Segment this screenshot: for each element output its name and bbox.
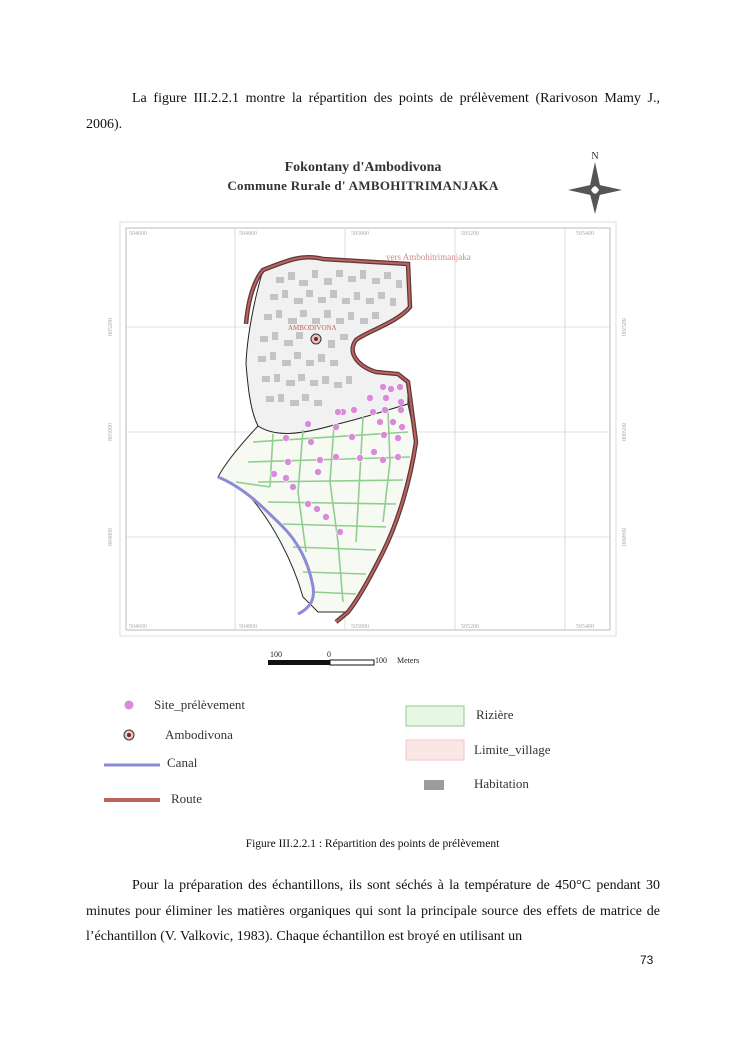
grid-label-bottom-3: 505000 — [351, 624, 369, 630]
map-title: Fokontany d'Ambodivona — [284, 160, 442, 175]
scale-mid-label: 0 — [327, 650, 331, 659]
body-paragraph: Pour la préparation des échantillons, ils sont séchés à la température de 450°C pendant 30 minutes pour éliminer les matières organiques qui sont la principale source des effets de matrice de l’échantillon (V. Valkovic, 1983). Chaque échantillon est broyé en utilisant un — [86, 878, 660, 944]
scale-unit-label: Meters — [397, 656, 420, 665]
ambodivona-marker — [311, 334, 321, 344]
page-number: 73 — [640, 953, 654, 967]
legend-riziere-label: Rizière — [476, 707, 514, 722]
grid-label-top-2: 504800 — [239, 231, 257, 237]
grid-label-bottom-5: 505400 — [576, 624, 594, 630]
scale-right-label: 100 — [375, 656, 387, 665]
map-svg — [98, 142, 626, 822]
map-subtitle: Commune Rurale d' AMBOHITRIMANJAKA — [227, 178, 499, 193]
north-arrow-icon — [568, 151, 622, 214]
grid-label-top-4: 505200 — [461, 231, 479, 237]
legend-riziere-icon — [406, 706, 464, 726]
grid-label-left-3: 804800 — [108, 528, 114, 546]
grid-label-top-5: 505400 — [576, 231, 594, 237]
legend-site-label: Site_prélèvement — [154, 697, 245, 712]
legend-limite-icon — [406, 740, 464, 760]
legend-limite-label: Limite_village — [474, 742, 551, 757]
scale-left-label: 100 — [270, 650, 282, 659]
legend-symbols — [104, 701, 464, 801]
north-label: N — [591, 151, 599, 162]
village-label: AMBODIVONA — [288, 324, 337, 332]
road-label: vers Ambohitrimanjaka — [386, 252, 471, 262]
legend-ambodivona-label: Ambodivona — [165, 727, 233, 742]
legend-site-icon — [125, 701, 134, 710]
grid-label-left-2: 805000 — [108, 423, 114, 441]
grid-label-right-3: 804800 — [620, 528, 626, 546]
intro-paragraph: La figure III.2.2.1 montre la répartition des points de prélèvement (Rarivoson Mamy J., 2006). — [86, 91, 660, 132]
grid-label-right-2: 805000 — [620, 423, 626, 441]
grid-label-bottom-1: 504600 — [129, 624, 147, 630]
grid-label-bottom-4: 505200 — [461, 624, 479, 630]
scale-bar — [268, 650, 419, 665]
legend-habitation-label: Habitation — [474, 776, 529, 791]
grid-label-top-3: 505000 — [351, 231, 369, 237]
grid-label-bottom-2: 504800 — [239, 624, 257, 630]
legend-habitation-icon — [424, 780, 444, 790]
map-figure — [98, 142, 626, 822]
legend-canal-label: Canal — [167, 755, 198, 770]
grid-label-right-1: 805200 — [620, 318, 626, 336]
figure-caption: Figure III.2.2.1 : Répartition des points de prélèvement — [245, 838, 500, 850]
grid-label-top-1: 504600 — [129, 231, 147, 237]
legend-route-label: Route — [171, 791, 203, 806]
grid-label-left-1: 805200 — [108, 318, 114, 336]
